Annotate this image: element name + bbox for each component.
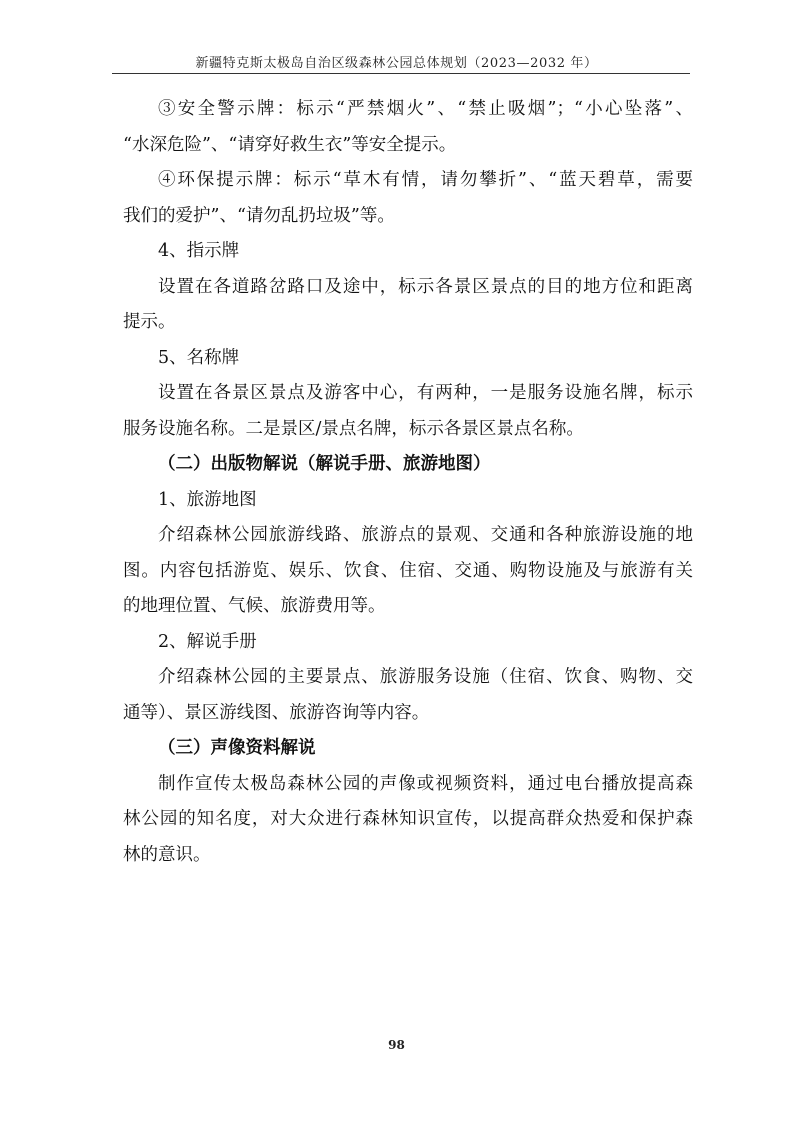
page-number: 98 xyxy=(388,1038,405,1052)
page-header: 新疆特克斯太极岛自治区级森林公园总体规划（2023—2032 年） xyxy=(195,56,598,71)
subsection-1-line-3: 的地理位置、气候、旅游费用等。 xyxy=(123,596,386,616)
safety-sign-line-2: “水深危险”、“请穿好救生衣”等安全提示。 xyxy=(123,134,457,155)
section-3-line-3: 林的意识。 xyxy=(123,844,211,865)
item-5-title: 5、名称牌 xyxy=(158,347,240,368)
eco-sign-line-2: 我们的爱护”、“请勿乱扔垃圾”等。 xyxy=(123,205,395,226)
item-5-line-1: 设置在各景区景点及游客中心，有两种，一是服务设施名牌，标示 xyxy=(158,383,693,403)
header-divider xyxy=(112,73,690,74)
subsection-2-title: 2、解说手册 xyxy=(158,631,257,652)
subsection-2-line-2: 通等）、景区游线图、旅游咨询等内容。 xyxy=(123,702,430,723)
subsection-2-line-1: 介绍森林公园的主要景点、旅游服务设施（住宿、饮食、购物、交 xyxy=(158,667,693,687)
section-2-heading: （二）出版物解说（解说手册、旅游地图） xyxy=(158,454,491,474)
subsection-1-line-1: 介绍森林公园旅游线路、旅游点的景观、交通和各种旅游设施的地 xyxy=(158,525,693,545)
item-4-line-2: 提示。 xyxy=(123,312,176,332)
subsection-1-title: 1、旅游地图 xyxy=(158,489,257,510)
item-4-title: 4、指示牌 xyxy=(158,241,240,261)
safety-sign-line-1: ③安全警示牌：标示“严禁烟火”、“禁止吸烟”；“小心坠落”、 xyxy=(158,99,693,119)
item-4-line-1: 设置在各道路岔路口及途中，标示各景区景点的目的地方位和距离 xyxy=(158,276,693,297)
section-3-line-1: 制作宣传太极岛森林公园的声像或视频资料，通过电台播放提高森 xyxy=(158,773,693,794)
document-body xyxy=(123,92,693,873)
subsection-1-line-2: 图。内容包括游览、娱乐、饮食、住宿、交通、购物设施及与旅游有关 xyxy=(123,560,693,581)
section-3-heading: （三）声像资料解说 xyxy=(158,738,316,758)
eco-sign-line-1: ④环保提示牌：标示“草木有情，请勿攀折”、“蓝天碧草，需要 xyxy=(158,170,693,190)
section-3-line-2: 林公园的知名度，对大众进行森林知识宣传，以提高群众热爱和保护森 xyxy=(123,809,693,829)
item-5-line-2: 服务设施名称。二是景区/景点名牌，标示各景区景点名称。 xyxy=(123,418,584,439)
